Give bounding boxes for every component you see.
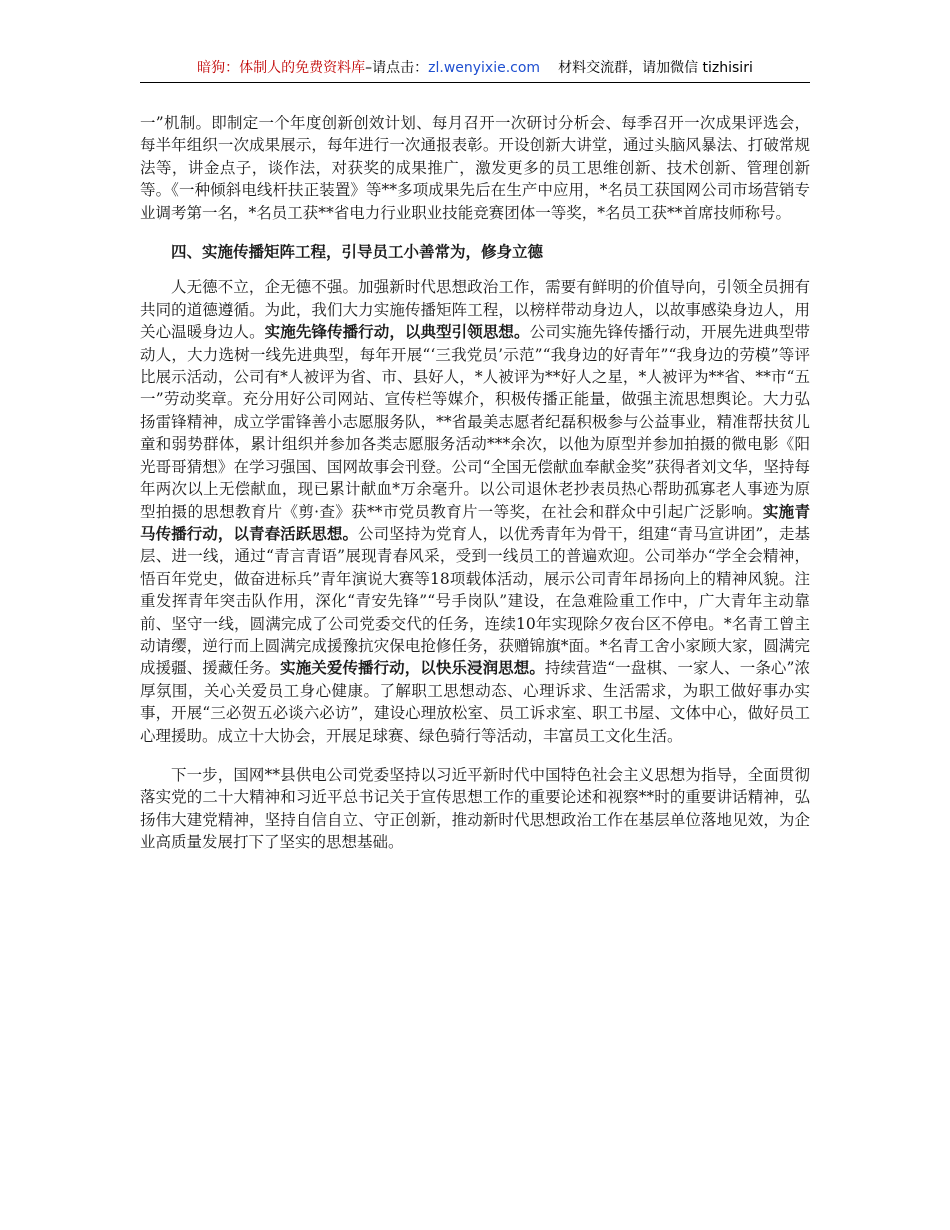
page-header <box>140 56 810 83</box>
bold-care-action: 实施关爱传播行动，以快乐浸润思想。 <box>280 658 545 678</box>
paragraph-youth-text: 公司坚持为党育人，以优秀青年为骨干，组建“青马宣讲团”，走基层、进一线，通过“青言青语”展现青春风采，受到一线员工的普遍欢迎。公司举办“学全会精神，悟百年党史，做奋进标兵”青年演说大赛等18项载体活动，展示公司青年昂扬向上的精神风貌。注重发挥青年突击队作用，深化“青安先锋”“号手岗队”建设，在急难险重工作中，广大青年主动靠前、坚守一线，圆满完成了公司党委交代的任务，连续10年实现除夕夜台区不停电。*名青工曾主动请缨，逆行而上圆满完成援豫抗灾保电抢修任务，获赠锦旗*面。*名青工舍小家顾大家，圆满完成援疆、援藏任务。 <box>140 524 810 678</box>
paragraph-pioneer-text: 公司实施先锋传播行动，开展先进典型带动人，大力选树一线先进典型，每年开展“‘三我党员’示范”“我身边的好青年”“我身边的劳模”等评比展示活动，公司有*人被评为省、市、县好人，*人被评为**好人之星，*人被评为**省、**市“五一”劳动奖章。充分用好公司网站、宣传栏等媒介，积极传播正能量，做强主流思想舆论。大力弘扬雷锋精神，成立学雷锋善小志愿服务队，**省最美志愿者纪磊积极参与公益事业，精准帮扶贫儿童和弱势群体，累计组织并参加各类志愿服务活动***余次，以他为原型并参加拍摄的微电影《阳光哥哥猜想》在学习强国、国网故事会刊登。公司“全国无偿献血奉献金奖”获得者刘文华，坚持每年两次以上无偿献血，现已累计献血*万余毫升。以公司退休老抄表员热心帮助孤寡老人事迹为原型拍摄的思想教育片《剪·查》获**市党员教育片一等奖，在社会和群众中引起广泛影响。 <box>140 323 810 521</box>
paragraph-continuation: 一”机制。即制定一个年度创新创效计划、每月召开一次研讨分析会、每季召开一次成果评选会，每半年组织一次成果展示，每年进行一次通报表彰。开设创新大讲堂，通过头脑风暴法、打破常规法等，讲金点子，谈作法，对获奖的成果推广，激发更多的员工思维创新、技术创新、管理创新等。《一种倾斜电线杆扶正装置》等**多项成果先后在生产中应用，*名员工获国网公司市场营销专业调考第一名，*名员工获**省电力行业职业技能竞赛团体一等奖，*名员工获**首席技师称号。 <box>140 114 810 222</box>
header-link[interactable]: zl.wenyixie.com <box>428 60 541 76</box>
document-body <box>140 112 810 854</box>
bold-youth-action: 实施青马传播行动，以青春活跃思想。 <box>140 501 810 543</box>
bold-pioneer-action: 实施先锋传播行动，以典型引领思想。 <box>264 322 530 342</box>
header-brand: 暗狗：体制人的免费资料库 <box>197 60 366 76</box>
section-heading-4: 四、实施传播矩阵工程，引导员工小善常为，修身立德 <box>171 242 544 262</box>
paragraph-intro: 人无德不立，企无德不强。加强新时代思想政治工作，需要有鲜明的价值导向，引领全员拥有共同的道德遵循。为此，我们大力实施传播矩阵工程，以榜样带动身边人，以故事感染身边人，用关心温暖身边人。 <box>140 278 810 342</box>
header-contact: 材料交流群，请加微信 tizhisiri <box>558 60 753 76</box>
paragraph-communication-matrix <box>140 276 810 747</box>
paragraph-next-step: 下一步，国网**县供电公司党委坚持以习近平新时代中国特色社会主义思想为指导，全面贯彻落实党的二十大精神和习近平总书记关于宣传思想工作的重要论述和视察**时的重要讲话精神，弘扬伟大建党精神，坚持自信自立、守正创新，推动新时代思想政治工作在基层单位落地见效，为企业高质量发展打下了坚实的思想基础。 <box>140 765 810 852</box>
paragraph-care-text: 持续营造“一盘棋、一家人、一条心”浓厚氛围，关心关爱员工身心健康。了解职工思想动态、心理诉求、生活需求，为职工做好事办实事，开展“三必贺五必谈六必访”，建设心理放松室、员工诉求室、职工书屋、文体中心，做好员工心理援助。成立十大协会，开展足球赛、绿色骑行等活动，丰富员工文化生活。 <box>140 659 810 745</box>
header-prompt: –请点击： <box>365 60 429 76</box>
